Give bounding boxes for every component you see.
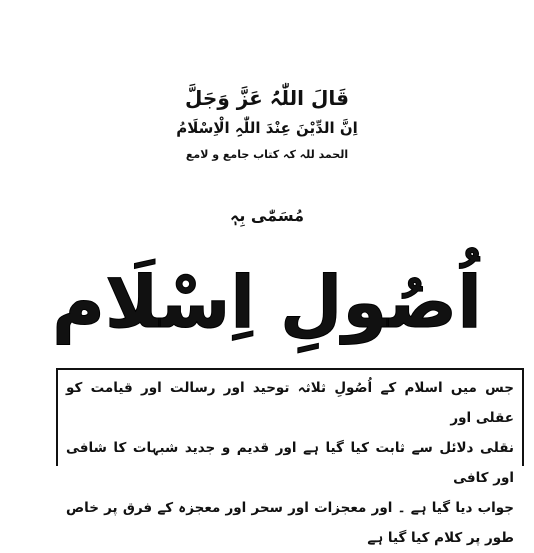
quranic-verse: اِنَّ الدِّیْنَ عِنْدَ اللّٰہِ الْاِسْلَامُ (176, 119, 358, 137)
quote-intro: قَالَ اللّٰہُ عَزَّ وَجَلَّ (185, 86, 349, 110)
description-text: جس میں اسلام کے اُصُولِ ثلاثہ توحید اور رسالت اور قیامت کو عقلی اور نقلی دلائل سے ثابت کیا گیا ہے اور قدیم و جدید شبہات کا شافی اور کافی جواب دیا گیا ہے ۔ اور معجزات اور سحر اور معجزہ کے فرق پر خاص طور پر کلام کیا گیا ہے (66, 380, 514, 546)
description-box (56, 368, 524, 546)
named-as-label: مُسَمّٰی بِہٖ (229, 206, 305, 225)
book-title: اُصُولِ اِسْلَام (52, 260, 482, 344)
subtitle: الحمد للہ کہ کتاب جامع و لامع (185, 148, 349, 161)
